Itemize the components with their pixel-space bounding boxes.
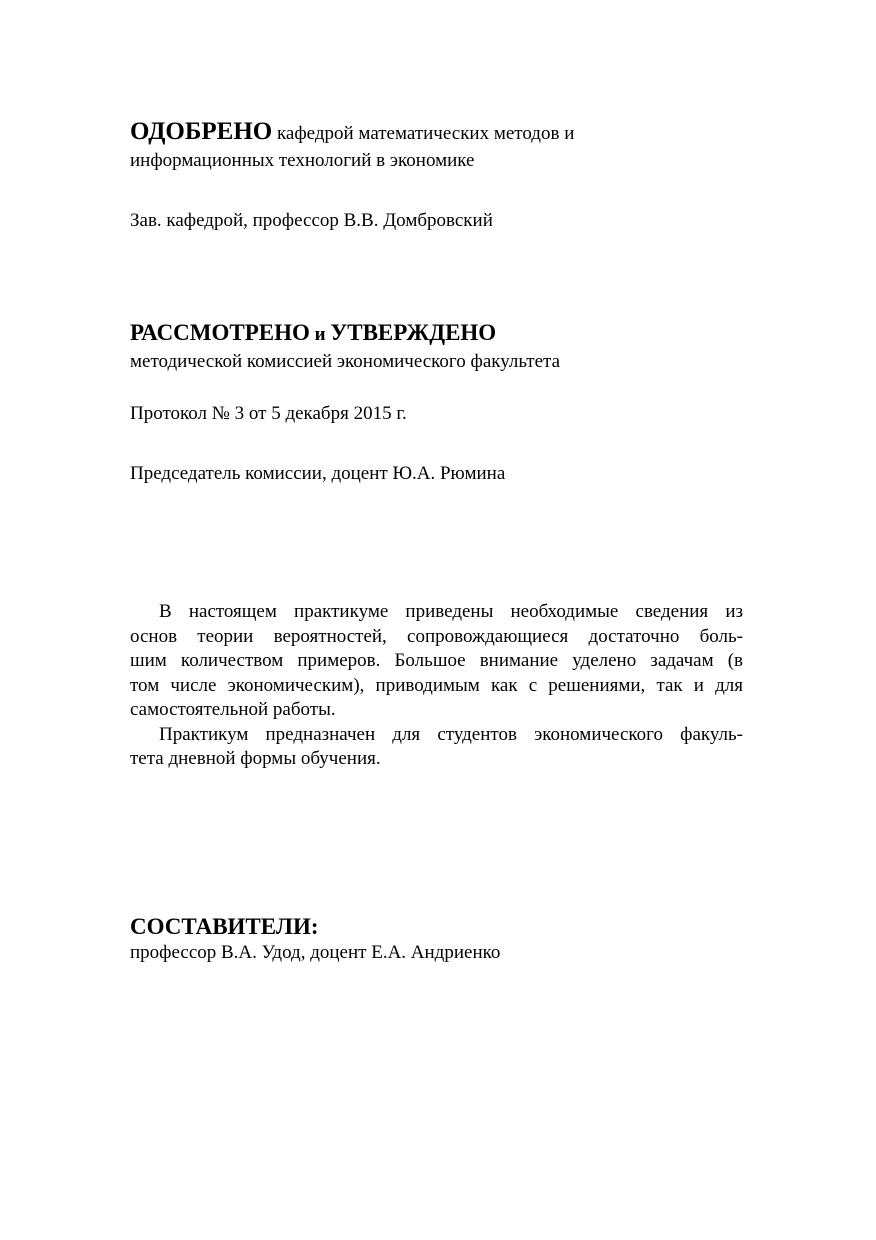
approval-section bbox=[130, 118, 574, 173]
head-of-department: Зав. кафедрой, профессор В.В. Домбровский bbox=[130, 210, 493, 231]
annotation-line: том числе экономическим), приводимым как с решениями, так и для bbox=[130, 674, 743, 696]
annotation-line: В настоящем практикуме приведены необходимые сведения из bbox=[159, 601, 743, 622]
approval-department-line1: кафедрой математических методов и bbox=[272, 123, 575, 144]
review-heading-part2: и bbox=[309, 324, 331, 345]
review-heading-part3: УТВЕРЖДЕНО bbox=[330, 320, 497, 345]
approval-department-line2: информационных технологий в экономике bbox=[130, 150, 475, 171]
approval-heading: ОДОБРЕНО bbox=[130, 118, 273, 145]
chair-block bbox=[130, 462, 505, 486]
annotation-line: шим количеством примеров. Большое внимание уделено задачам (в bbox=[130, 650, 743, 671]
head-of-department-block bbox=[130, 209, 493, 233]
review-heading-part1: РАССМОТРЕНО bbox=[130, 320, 310, 345]
annotation-line: основ теории вероятностей, сопровождающиеся достаточно боль- bbox=[130, 625, 743, 647]
review-section bbox=[130, 319, 560, 374]
compilers-names: профессор В.А. Удод, доцент Е.А. Андриенко bbox=[130, 942, 501, 963]
annotation-line: Практикум предназначен для студентов экономического факуль- bbox=[159, 723, 743, 745]
review-heading bbox=[130, 319, 560, 350]
compilers-section bbox=[130, 913, 500, 965]
annotation-paragraph bbox=[130, 600, 743, 772]
annotation-line: самостоятельной работы. bbox=[130, 699, 336, 720]
commission-chair: Председатель комиссии, доцент Ю.А. Рюмина bbox=[130, 463, 506, 484]
compilers-heading: СОСТАВИТЕЛИ: bbox=[130, 914, 319, 939]
protocol-block bbox=[130, 402, 407, 426]
protocol-text: Протокол № 3 от 5 декабря 2015 г. bbox=[130, 403, 407, 424]
annotation-line: тета дневной формы обучения. bbox=[130, 748, 381, 769]
approval-heading-line bbox=[130, 118, 574, 149]
review-committee: методической комиссией экономического факультета bbox=[130, 351, 561, 372]
